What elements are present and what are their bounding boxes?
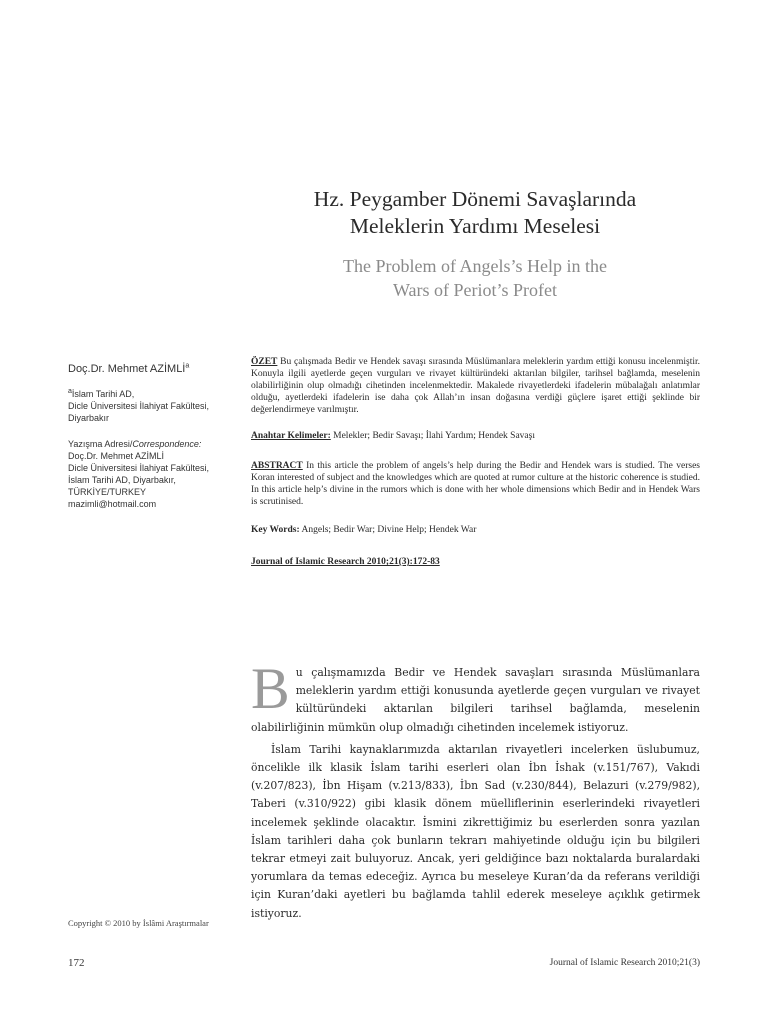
abstracts-section <box>251 356 700 568</box>
abstract-english <box>251 460 700 508</box>
footer-journal-name: Journal of Islamic Research 2010;21(3) <box>549 958 700 968</box>
affiliation-superscript: a <box>68 388 72 395</box>
title-turkish-line1: Hz. Peygamber Dönemi Savaşlarında <box>313 187 637 211</box>
author-affiliation <box>68 388 233 424</box>
journal-reference: Journal of Islamic Research 2010;21(3):172-83 <box>251 557 440 567</box>
abstract-turkish-label: ÖZET <box>251 357 278 367</box>
keywords-english-label: Key Words: <box>251 525 300 535</box>
correspondence-line1: Doç.Dr. Mehmet AZİMLİ <box>68 451 165 461</box>
copyright-notice: Copyright © 2010 by İslâmi Araştırmalar <box>68 918 209 928</box>
drop-cap: B <box>251 656 290 721</box>
title-turkish <box>250 186 700 240</box>
keywords-turkish-label: Anahtar Kelimeler: <box>251 431 331 441</box>
title-english <box>250 254 700 302</box>
body-paragraph-1-text: u çalışmamızda Bedir ve Hendek savaşları sırasında Müslümanlara meleklerin yardım ettiği konusunda ayetlerde geçen vurguları ve rivayet kültüründeki aktarılan bilgileri tarihsel bağlamda, meselenin olabilirliğinin mümkün olup olmadığı cihetinden incelemek istiyoruz. <box>251 666 700 734</box>
keywords-turkish <box>251 430 700 442</box>
abstract-turkish <box>251 356 700 416</box>
title-block <box>250 186 700 302</box>
author-superscript: a <box>185 362 190 370</box>
correspondence-block <box>68 438 233 510</box>
abstract-english-text: In this article the problem of angels’s help during the Bedir and Hendek wars is studied. The verses Koran interested of subject and the knowledges which are quoted at rumor culture at the historic coherence is studied. In this article help’s divine in the rumors which is done with her whole dimensions which Bedir and in Hendek Wars is scrutinised. <box>251 461 700 507</box>
keywords-english-text: Angels; Bedir War; Divine Help; Hendek War <box>299 525 477 535</box>
page-number: 172 <box>68 957 85 969</box>
correspondence-label: Yazışma Adresi/ <box>68 439 133 449</box>
correspondence-line4: TÜRKİYE/TURKEY <box>68 487 147 497</box>
affiliation-line3: Diyarbakır <box>68 413 110 423</box>
title-english-line2: Wars of Periot’s Profet <box>392 280 558 300</box>
correspondence-label-italic: Correspondence: <box>132 439 202 449</box>
author-name <box>68 362 233 376</box>
correspondence-line3: İslam Tarihi AD, Diyarbakır, <box>68 475 176 485</box>
article-body <box>251 656 700 923</box>
correspondence-line2: Dicle Üniversitesi İlahiyat Fakültesi, <box>68 463 210 473</box>
body-paragraph-1 <box>251 656 700 737</box>
title-turkish-line2: Meleklerin Yardımı Meselesi <box>349 214 601 238</box>
abstract-turkish-text: Bu çalışmada Bedir ve Hendek savaşı sırasında Müslümanlara meleklerin yardım ettiği konusu incelenmiştir. Konuyla ilgili ayetlerde geçen vurguları ve rivayet kültüründeki aktarılan bilgiler, tarihsel bağlamda, meselenin olabilirliğinin olup olmadığı cihetinden incelenmektedir. Makalede rivayetlerdeki ifadelerin mübalağalı anlatımlar olduğu, ayetlerdeki ifadelerin ise daha çok Allah’ın insan doğasına verdiği güçlere işaret ettiği şeklinde bir değerlendirmeye varılmıştır. <box>251 357 700 415</box>
title-english-line1: The Problem of Angels’s Help in the <box>343 256 607 276</box>
affiliation-line1: İslam Tarihi AD, <box>71 389 135 399</box>
author-name-text: Doç.Dr. Mehmet AZİMLİ <box>68 363 186 375</box>
correspondence-email[interactable]: mazimli@hotmail.com <box>68 499 157 509</box>
body-paragraph-2: İslam Tarihi kaynaklarımızda aktarılan rivayetleri incelerken üslubumuz, öncelikle ilk klasik İslam tarihi eserleri olan İbn İshak (v.151/767), Vakıdi (v.207/823), İbn Hişam (v.213/833), İbn Sad (v.230/844), Belazuri (v.279/982), Taberi (v.310/922) gibi klasik dönem müelliflerinin eserlerindeki rivayetleri incelemek şeklinde olacaktır. İsmini zikrettiğimiz bu eserlerden sonra yazılan İslam tarihleri daha çok bunların tekrarı mahiyetinde olduğu için bu bilgileri tekrar etmeyi zait buluyoruz. Ancak, yeri geldiğince bazı noktalarda buralardaki yorumlara da temas edeceğiz. Ayrıca bu meseleye Kuran’da da referans verildiği için Kuran’daki ayetleri bu bağlamda tahlil ederek meseleye açıklık getirmek istiyoruz. <box>251 742 700 920</box>
abstract-english-label: ABSTRACT <box>251 461 303 471</box>
keywords-turkish-text: Melekler; Bedir Savaşı; İlahi Yardım; Hendek Savaşı <box>330 431 535 441</box>
affiliation-line2: Dicle Üniversitesi İlahiyat Fakültesi, <box>68 401 210 411</box>
author-sidebar <box>68 362 233 510</box>
keywords-english <box>251 524 700 536</box>
